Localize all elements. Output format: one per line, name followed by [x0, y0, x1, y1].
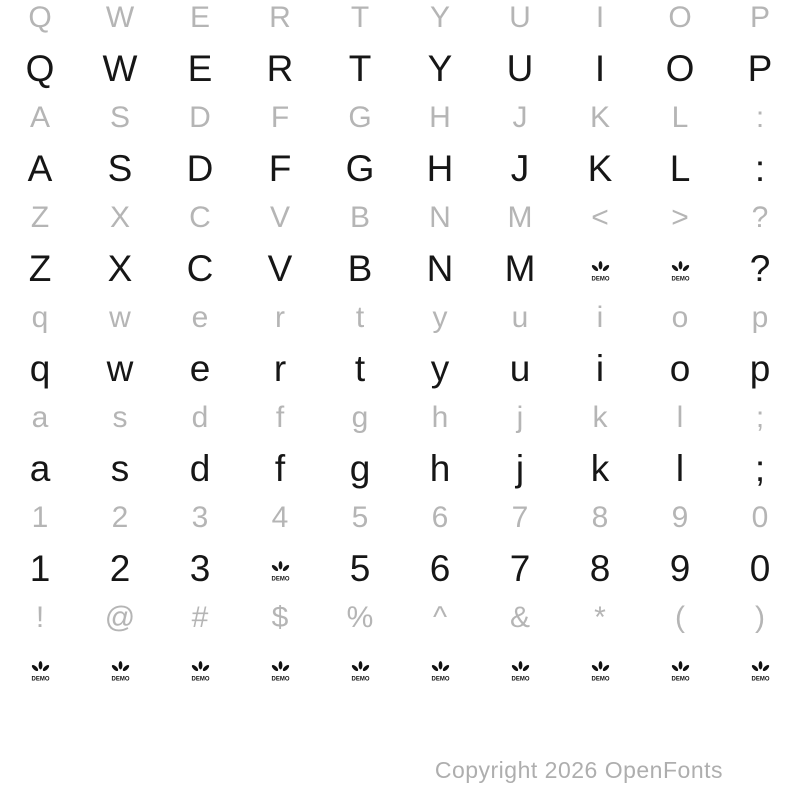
glyph-cell: 5	[349, 547, 371, 589]
glyph-row-9	[0, 393, 800, 443]
glyph-cell: *	[594, 601, 606, 634]
glyph-cell: P	[749, 1, 770, 34]
footer	[435, 757, 723, 784]
glyph-cell: 3	[189, 547, 211, 589]
glyph-cell: A	[29, 101, 50, 134]
glyph-cell: W	[102, 47, 138, 89]
glyph-cell: W	[105, 1, 135, 34]
svg-text:DEMO: DEMO	[31, 676, 49, 682]
glyph-cell: 7	[509, 547, 531, 589]
glyph-cell: s	[112, 401, 128, 434]
demo-icon	[348, 660, 373, 682]
glyph-cell: ^	[432, 601, 448, 634]
svg-text:DEMO: DEMO	[591, 276, 609, 282]
glyph-cell: t	[355, 301, 365, 334]
glyph-cell: j	[516, 401, 524, 434]
demo-icon	[28, 660, 53, 682]
glyph-cell: G	[345, 147, 375, 189]
demo-icon	[588, 260, 613, 282]
glyph-cell: Q	[25, 47, 55, 89]
glyph-cell: A	[27, 147, 53, 189]
svg-text:DEMO: DEMO	[511, 676, 529, 682]
glyph-cell: f	[274, 447, 286, 489]
glyph-cell: 6	[429, 547, 451, 589]
glyph-cell: j	[515, 447, 525, 489]
glyph-cell: k	[590, 447, 610, 489]
svg-text:DEMO: DEMO	[751, 676, 769, 682]
glyph-cell: M	[504, 247, 536, 289]
glyph-cell: >	[671, 201, 689, 234]
demo-placeholder-glyph	[720, 650, 800, 687]
glyph-cell: l	[676, 401, 684, 434]
demo-icon	[108, 660, 133, 682]
glyph-row-1	[0, 0, 800, 43]
glyph-cell: V	[267, 247, 293, 289]
glyph-cell: Z	[30, 201, 50, 234]
glyph-cell: S	[107, 147, 133, 189]
glyph-cell: u	[509, 347, 531, 389]
demo-placeholder-glyph	[0, 650, 80, 687]
glyph-row-11	[0, 493, 800, 543]
glyph-cell: H	[429, 101, 451, 134]
glyph-row-14	[0, 643, 800, 693]
demo-placeholder-glyph	[480, 650, 560, 687]
demo-placeholder-glyph	[240, 550, 320, 587]
glyph-cell: C	[189, 201, 211, 234]
glyph-row-13	[0, 593, 800, 643]
glyph-cell: 4	[271, 501, 289, 534]
glyph-cell: a	[29, 447, 51, 489]
demo-icon	[268, 560, 293, 582]
glyph-cell: <	[591, 201, 609, 234]
demo-icon	[668, 660, 693, 682]
demo-icon	[188, 660, 213, 682]
demo-placeholder-glyph	[80, 650, 160, 687]
demo-placeholder-glyph	[640, 650, 720, 687]
glyph-cell: B	[347, 247, 373, 289]
glyph-row-8	[0, 343, 800, 393]
glyph-cell: y	[432, 301, 448, 334]
glyph-cell: X	[107, 247, 133, 289]
glyph-cell: g	[351, 401, 369, 434]
glyph-row-3	[0, 93, 800, 143]
glyph-cell: Y	[427, 47, 453, 89]
glyph-row-6	[0, 243, 800, 293]
glyph-cell: N	[429, 201, 451, 234]
glyph-cell: 0	[751, 501, 769, 534]
glyph-cell: w	[109, 301, 131, 334]
glyph-cell: 9	[671, 501, 689, 534]
svg-text:DEMO: DEMO	[191, 676, 209, 682]
glyph-row-4	[0, 143, 800, 193]
glyph-row-2	[0, 43, 800, 93]
glyph-cell: 8	[589, 547, 611, 589]
glyph-cell: 5	[351, 501, 369, 534]
demo-placeholder-glyph	[560, 250, 640, 287]
glyph-cell: :	[755, 101, 765, 134]
glyph-cell: P	[747, 47, 773, 89]
glyph-cell: h	[431, 401, 449, 434]
glyph-cell: ?	[751, 201, 769, 234]
glyph-cell: K	[587, 147, 613, 189]
demo-placeholder-glyph	[160, 650, 240, 687]
glyph-cell: i	[595, 347, 605, 389]
glyph-cell: R	[269, 1, 291, 34]
glyph-cell: H	[426, 147, 454, 189]
glyph-cell: !	[35, 601, 45, 634]
glyph-cell: ;	[755, 401, 765, 434]
glyph-cell: h	[429, 447, 451, 489]
demo-icon	[508, 660, 533, 682]
copyright-text: Copyright 2026 OpenFonts	[434, 757, 723, 783]
glyph-cell: I	[594, 47, 606, 89]
glyph-row-10	[0, 443, 800, 493]
glyph-cell: r	[273, 347, 287, 389]
glyph-cell: E	[189, 1, 210, 34]
svg-text:DEMO: DEMO	[431, 676, 449, 682]
demo-icon	[668, 260, 693, 282]
glyph-cell: D	[189, 101, 211, 134]
glyph-cell: V	[269, 201, 290, 234]
glyph-row-7	[0, 293, 800, 343]
glyph-cell: a	[31, 401, 49, 434]
demo-placeholder-glyph	[400, 650, 480, 687]
glyph-cell: p	[751, 301, 769, 334]
glyph-cell: q	[31, 301, 49, 334]
demo-placeholder-glyph	[640, 250, 720, 287]
glyph-cell: B	[349, 201, 370, 234]
glyph-cell: N	[426, 247, 454, 289]
glyph-cell: p	[749, 347, 771, 389]
glyph-cell: ?	[749, 247, 771, 289]
glyph-cell: s	[110, 447, 130, 489]
glyph-cell: J	[510, 147, 530, 189]
glyph-cell: 1	[31, 501, 49, 534]
glyph-cell: 7	[511, 501, 529, 534]
svg-text:DEMO: DEMO	[671, 676, 689, 682]
glyph-cell: l	[675, 447, 685, 489]
glyph-cell: T	[350, 1, 370, 34]
glyph-cell: C	[186, 247, 214, 289]
glyph-cell: O	[668, 1, 692, 34]
demo-icon	[748, 660, 773, 682]
demo-placeholder-glyph	[560, 650, 640, 687]
glyph-cell: 2	[111, 501, 129, 534]
glyph-cell: y	[430, 347, 450, 389]
svg-text:DEMO: DEMO	[271, 676, 289, 682]
glyph-cell: D	[186, 147, 214, 189]
glyph-cell: k	[592, 401, 608, 434]
glyph-cell: %	[346, 601, 374, 634]
glyph-cell: R	[266, 47, 294, 89]
glyph-cell: (	[675, 601, 685, 634]
glyph-cell: q	[29, 347, 51, 389]
glyph-cell: 6	[431, 501, 449, 534]
glyph-cell: L	[669, 147, 691, 189]
glyph-cell: ;	[754, 447, 766, 489]
glyph-cell: i	[596, 301, 604, 334]
glyph-cell: f	[275, 401, 285, 434]
glyph-cell: 8	[591, 501, 609, 534]
glyph-cell: U	[509, 1, 531, 34]
glyph-cell: U	[506, 47, 534, 89]
glyph-cell: 2	[109, 547, 131, 589]
glyph-cell: e	[189, 347, 211, 389]
glyph-cell: T	[348, 47, 372, 89]
svg-text:DEMO: DEMO	[111, 676, 129, 682]
glyph-cell: L	[671, 101, 689, 134]
glyph-cell: Z	[28, 247, 52, 289]
glyph-cell: M	[507, 201, 533, 234]
glyph-cell: u	[511, 301, 529, 334]
glyph-cell: r	[275, 301, 285, 334]
glyph-cell: F	[268, 147, 292, 189]
glyph-row-5	[0, 193, 800, 243]
glyph-cell: Q	[28, 1, 52, 34]
glyph-cell: O	[665, 47, 695, 89]
glyph-cell: 3	[191, 501, 209, 534]
glyph-cell: I	[595, 1, 605, 34]
glyph-cell: 0	[749, 547, 771, 589]
glyph-cell: F	[270, 101, 290, 134]
glyph-cell: 1	[29, 547, 51, 589]
demo-icon	[268, 660, 293, 682]
glyph-cell: @	[104, 601, 136, 634]
glyph-cell: e	[191, 301, 209, 334]
glyph-cell: K	[589, 101, 610, 134]
demo-icon	[588, 660, 613, 682]
glyph-cell: E	[187, 47, 213, 89]
demo-icon	[428, 660, 453, 682]
glyph-cell: G	[348, 101, 372, 134]
glyph-cell: d	[189, 447, 211, 489]
glyph-row-12	[0, 543, 800, 593]
glyph-cell: t	[354, 347, 366, 389]
glyph-cell: w	[106, 347, 134, 389]
glyph-cell: g	[349, 447, 371, 489]
glyph-cell: Y	[429, 1, 450, 34]
demo-placeholder-glyph	[240, 650, 320, 687]
glyph-cell: J	[512, 101, 528, 134]
glyph-cell: o	[671, 301, 689, 334]
svg-text:DEMO: DEMO	[271, 576, 289, 582]
glyph-cell: )	[755, 601, 765, 634]
glyph-cell: $	[271, 601, 289, 634]
glyph-cell: o	[669, 347, 691, 389]
glyph-cell: &	[509, 601, 530, 634]
glyph-cell: X	[109, 201, 130, 234]
svg-text:DEMO: DEMO	[591, 676, 609, 682]
glyph-cell: #	[191, 601, 209, 634]
demo-placeholder-glyph	[320, 650, 400, 687]
glyph-cell: 9	[669, 547, 691, 589]
svg-text:DEMO: DEMO	[351, 676, 369, 682]
svg-text:DEMO: DEMO	[671, 276, 689, 282]
glyph-cell: d	[191, 401, 209, 434]
glyph-cell: :	[754, 147, 766, 189]
glyph-cell: S	[109, 101, 130, 134]
